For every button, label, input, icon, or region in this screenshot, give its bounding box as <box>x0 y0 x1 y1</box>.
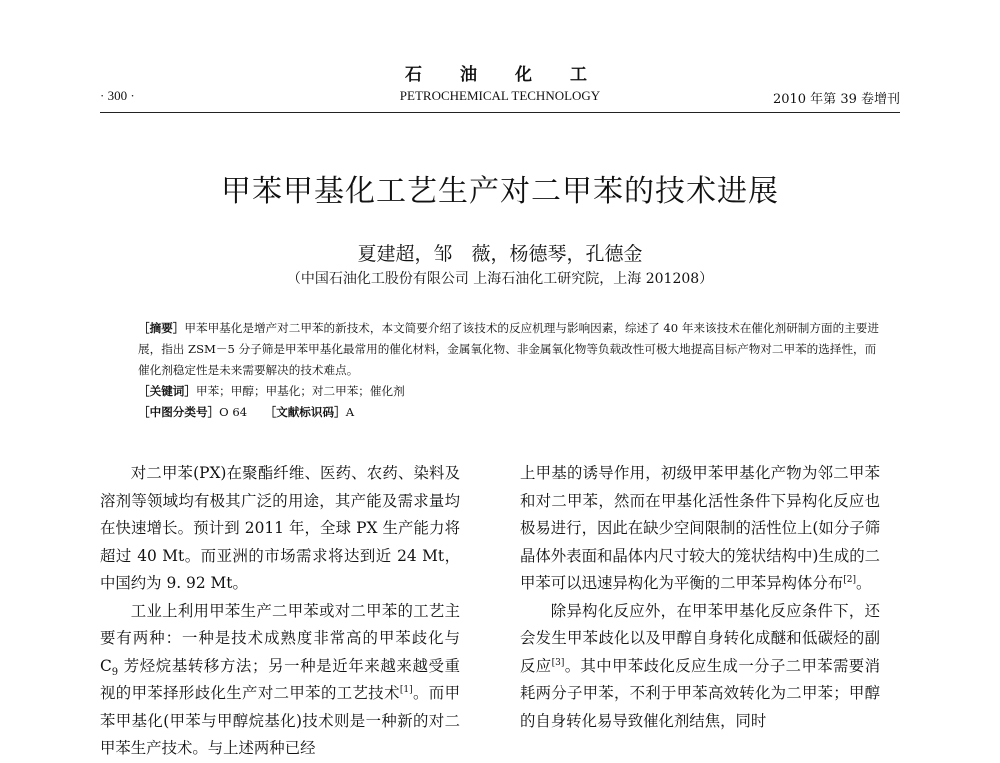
running-header <box>100 86 900 106</box>
journal-name-en: PETROCHEMICAL TECHNOLOGY <box>399 88 601 103</box>
authors: 夏建超，邹 薇，杨德琴，孔德金 <box>357 243 643 265</box>
text-run: 。而甲苯甲基化(甲苯与甲醇烷基化)技术则是一种新的对二甲苯生产技术。与上述两种已经 <box>100 684 460 757</box>
text-run: 。 <box>855 574 872 592</box>
journal-name-cn: 石油化工 <box>405 65 625 85</box>
body-column-left <box>100 460 460 763</box>
text-run: 芳烃烷基转移方法；另一种是近年来越来越受重视的甲苯择形歧化生产对二甲苯的工艺技术 <box>100 656 460 702</box>
abstract-block <box>138 318 883 423</box>
text-run: 除异构化反应外，在甲苯甲基化反应条件下，还会发生甲苯歧化以及甲醇自身转化成醚和低碳烃的副反应 <box>520 601 880 675</box>
clc-label: ［中图分类号］ <box>138 405 220 419</box>
paragraph <box>520 460 880 598</box>
paragraph <box>520 598 880 736</box>
abstract-text: 甲苯甲基化是增产对二甲苯的新技术，本文简要介绍了该技术的反应机理与影响因素，综述了 40 年来该技术在催化剂研制方面的主要进展，指出 ZSM－5 分子筛是甲苯甲基化最常用的催化材料，金属氧化物、非金属氧化物等负载改性可极大地提高目标产物对二甲苯的选择性，而催化剂稳定性是未来需要解决的技术难点。 <box>138 321 879 377</box>
doc-code-value: A <box>345 405 355 419</box>
header-rule <box>100 112 900 113</box>
classification <box>138 402 883 423</box>
page-number: · 300 · <box>100 88 135 103</box>
body-column-right <box>520 460 880 735</box>
clc-value: O 64 <box>219 405 248 419</box>
article-title: 甲苯甲基化工艺生产对二甲苯的技术进展 <box>221 174 779 209</box>
affiliation: （中国石油化工股份有限公司 上海石油化工研究院，上海 201208） <box>286 271 714 287</box>
citation: [3] <box>551 657 565 668</box>
text-run: 上甲基的诱导作用，初级甲苯甲基化产物为邻二甲苯和对二甲苯，然而在甲基化活性条件下异构化反应也极易进行，因此在缺少空间限制的活性位上(如分子筛晶体外表面和晶体内尺寸较大的笼状结构中)生成的二甲苯可以迅速异构化为平衡的二甲苯异构体分布 <box>520 464 880 592</box>
subscript: 9 <box>111 666 119 678</box>
abstract-label: ［摘要］ <box>138 321 185 335</box>
citation: [1] <box>399 684 413 695</box>
text-run: 。其中甲苯歧化反应生成一分子二甲苯需要消耗两分子甲苯，不利于甲苯高效转化为二甲苯；甲醇的自身转化易导致催化剂结焦，同时 <box>520 656 880 730</box>
keywords <box>138 381 883 402</box>
doc-code-label: ［文献标识码］ <box>270 405 346 419</box>
paragraph: 对二甲苯(PX)在聚酯纤维、医药、农药、染料及溶剂等领域均有极其广泛的用途，其产能及需求量均在快速增长。预计到 2011 年，全球 PX 生产能力将超过 40 Mt。而亚洲的市场需求将达到近 24 Mt，中国约为 9. 92 Mt。 <box>100 464 460 592</box>
keywords-label: ［关键词］ <box>138 384 196 398</box>
issue-info: 2010 年第 39 卷增刊 <box>772 92 900 107</box>
citation: [2] <box>843 574 856 585</box>
keywords-text: 甲苯；甲醇；甲基化；对二甲苯；催化剂 <box>195 384 405 398</box>
abstract <box>138 318 883 381</box>
text-run: 工业上利用甲苯生产二甲苯或对二甲苯的工艺主要有两种：一种是技术成熟度非常高的甲苯歧化与 C <box>100 601 460 675</box>
paragraph <box>100 598 460 763</box>
